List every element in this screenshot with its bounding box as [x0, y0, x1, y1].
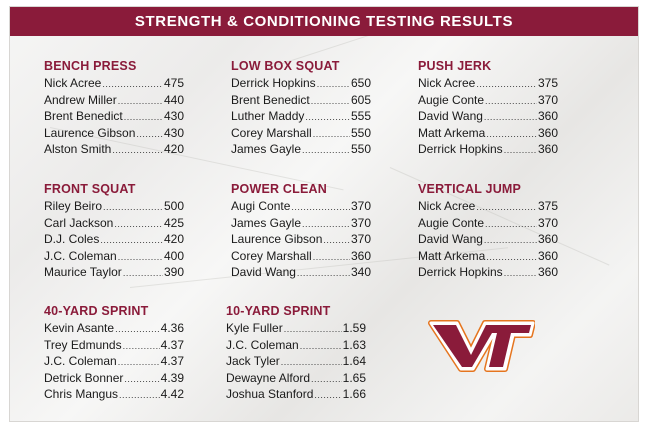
result-row: [418, 249, 558, 266]
leader-dots: [484, 110, 537, 126]
result-value: 370: [350, 232, 371, 246]
result-value: 4.37: [160, 354, 184, 368]
result-value: 4.37: [160, 337, 184, 352]
athlete-name: Brent Benedict: [231, 92, 310, 107]
leader-dots: [118, 250, 163, 266]
athlete-name: Joshua Stanford: [226, 387, 314, 401]
result-row: [231, 126, 371, 143]
leader-dots: [323, 233, 350, 249]
result-value: 375: [537, 199, 558, 213]
athlete-name: Trey Edmunds: [44, 337, 122, 352]
athlete-name: Nick Acree: [418, 199, 476, 213]
athlete-name: Derrick Hopkins: [231, 76, 316, 90]
athlete-name: Augie Conte: [418, 215, 485, 230]
leader-dots: [297, 266, 350, 282]
result-row: [44, 321, 184, 338]
result-row: [418, 109, 558, 126]
result-value: 650: [350, 76, 371, 90]
result-value: 370: [537, 215, 558, 230]
result-value: 500: [163, 199, 184, 213]
section-title: LOW BOX SQUAT: [231, 59, 340, 73]
athlete-name: Alston Smith: [44, 142, 112, 156]
leader-dots: [112, 143, 163, 159]
athlete-name: Brent Benedict: [44, 109, 123, 123]
leader-dots: [305, 110, 350, 126]
athlete-name: Carl Jackson: [44, 215, 114, 230]
athlete-name: David Wang: [231, 265, 296, 279]
leader-dots: [284, 322, 342, 338]
athlete-name: Laurence Gibson: [231, 232, 323, 246]
result-value: 440: [163, 92, 184, 107]
athlete-name: J.C. Coleman: [44, 248, 117, 263]
result-row: [44, 216, 184, 233]
results-card: [10, 7, 638, 421]
athlete-name: Chris Mangus: [44, 387, 119, 401]
leader-dots: [504, 143, 537, 159]
athlete-name: Derrick Hopkins: [418, 265, 503, 279]
leader-dots: [124, 372, 159, 388]
leader-dots: [302, 143, 350, 159]
result-row: [418, 232, 558, 249]
result-row: [44, 387, 184, 404]
result-row: [418, 93, 558, 110]
section-title: PUSH JERK: [418, 59, 492, 73]
section-title: VERTICAL JUMP: [418, 182, 522, 196]
section-10-yard-sprint: [226, 304, 366, 404]
result-value: 475: [163, 76, 184, 90]
athlete-name: J.C. Coleman: [44, 354, 117, 368]
athlete-name: Augi Conte: [231, 199, 291, 213]
result-row: [44, 265, 184, 282]
section-vertical-jump: [418, 182, 558, 282]
athlete-name: David Wang: [418, 109, 483, 123]
result-row: [231, 216, 371, 233]
leader-dots: [100, 233, 163, 249]
leader-dots: [281, 355, 342, 371]
section-front-squat: [44, 182, 184, 282]
leader-dots: [314, 388, 341, 404]
result-row: [44, 199, 184, 216]
result-row: [231, 109, 371, 126]
result-value: 370: [537, 92, 558, 107]
section-title: BENCH PRESS: [44, 59, 137, 73]
leader-dots: [313, 250, 350, 266]
result-row: [44, 371, 184, 388]
athlete-name: Jack Tyler: [226, 354, 280, 368]
result-value: 1.65: [342, 370, 366, 385]
result-row: [226, 387, 366, 404]
athlete-name: James Gayle: [231, 142, 302, 156]
leader-dots: [504, 266, 537, 282]
result-row: [418, 142, 558, 159]
result-row: [418, 76, 558, 93]
result-value: 425: [163, 215, 184, 230]
leader-dots: [123, 339, 160, 355]
result-row: [231, 199, 371, 216]
result-row: [231, 265, 371, 282]
athlete-name: Augie Conte: [418, 92, 485, 107]
leader-dots: [300, 339, 342, 355]
result-row: [226, 321, 366, 338]
leader-dots: [313, 127, 350, 143]
athlete-name: Luther Maddy: [231, 109, 305, 123]
result-row: [226, 371, 366, 388]
athlete-name: Riley Beiro: [44, 199, 103, 213]
result-value: 430: [163, 109, 184, 123]
result-row: [44, 249, 184, 266]
result-row: [418, 265, 558, 282]
leader-dots: [123, 266, 163, 282]
result-row: [44, 93, 184, 110]
leader-dots: [124, 110, 163, 126]
athlete-name: James Gayle: [231, 215, 302, 230]
result-value: 4.36: [160, 321, 184, 335]
athlete-name: Matt Arkema: [418, 248, 486, 263]
result-value: 360: [537, 109, 558, 123]
section-title: 40-YARD SPRINT: [44, 304, 149, 318]
athlete-name: Andrew Miller: [44, 92, 117, 107]
result-row: [418, 216, 558, 233]
athlete-name: Derrick Hopkins: [418, 142, 503, 156]
result-row: [231, 142, 371, 159]
result-value: 550: [350, 125, 371, 140]
section-power-clean: [231, 182, 371, 282]
leader-dots: [486, 250, 537, 266]
athlete-name: Maurice Taylor: [44, 265, 122, 279]
athlete-name: J.C. Coleman: [226, 337, 299, 352]
result-row: [44, 76, 184, 93]
leader-dots: [119, 388, 160, 404]
result-row: [226, 354, 366, 371]
section-title: FRONT SQUAT: [44, 182, 136, 196]
athlete-name: Corey Marshall: [231, 125, 312, 140]
result-value: 1.64: [342, 354, 366, 368]
result-value: 370: [350, 215, 371, 230]
athlete-name: Detrick Bonner: [44, 370, 124, 385]
leader-dots: [118, 94, 163, 110]
result-value: 360: [537, 142, 558, 156]
leader-dots: [136, 127, 163, 143]
result-value: 360: [350, 248, 371, 263]
section-40-yard-sprint: [44, 304, 184, 404]
section-title: 10-YARD SPRINT: [226, 304, 331, 318]
leader-dots: [311, 372, 342, 388]
result-value: 4.39: [160, 370, 184, 385]
result-value: 340: [350, 265, 371, 279]
result-value: 360: [537, 125, 558, 140]
result-value: 430: [163, 125, 184, 140]
page-title: STRENGTH & CONDITIONING TESTING RESULTS: [10, 7, 638, 36]
result-row: [44, 354, 184, 371]
result-row: [231, 76, 371, 93]
athlete-name: Nick Acree: [418, 76, 476, 90]
result-value: 1.66: [342, 387, 366, 401]
leader-dots: [114, 217, 163, 233]
athlete-name: Laurence Gibson: [44, 125, 136, 140]
athlete-name: Kyle Fuller: [226, 321, 283, 335]
result-value: 1.63: [342, 337, 366, 352]
athlete-name: Matt Arkema: [418, 125, 486, 140]
athlete-name: Corey Marshall: [231, 248, 312, 263]
result-row: [44, 338, 184, 355]
result-row: [44, 126, 184, 143]
leader-dots: [476, 200, 537, 216]
result-value: 420: [163, 142, 184, 156]
result-row: [44, 232, 184, 249]
result-value: 390: [163, 265, 184, 279]
result-value: 400: [163, 248, 184, 263]
vt-logo-icon: [427, 317, 535, 375]
result-value: 550: [350, 142, 371, 156]
leader-dots: [484, 233, 537, 249]
section-title: POWER CLEAN: [231, 182, 327, 196]
leader-dots: [118, 355, 160, 371]
result-value: 360: [537, 265, 558, 279]
section-low-box-squat: [231, 59, 371, 159]
result-row: [44, 142, 184, 159]
result-row: [226, 338, 366, 355]
result-value: 370: [350, 199, 371, 213]
result-row: [231, 232, 371, 249]
result-row: [231, 93, 371, 110]
leader-dots: [486, 127, 537, 143]
athlete-name: Dewayne Alford: [226, 370, 311, 385]
result-value: 360: [537, 232, 558, 246]
result-row: [418, 199, 558, 216]
leader-dots: [317, 77, 350, 93]
result-row: [44, 109, 184, 126]
result-row: [418, 126, 558, 143]
athlete-name: D.J. Coles: [44, 232, 100, 246]
result-value: 1.59: [342, 321, 366, 335]
athlete-name: David Wang: [418, 232, 483, 246]
leader-dots: [485, 94, 537, 110]
athlete-name: Kevin Asante: [44, 321, 115, 335]
section-bench-press: [44, 59, 184, 159]
leader-dots: [102, 77, 163, 93]
section-push-jerk: [418, 59, 558, 159]
result-value: 4.42: [160, 387, 184, 401]
result-value: 375: [537, 76, 558, 90]
athlete-name: Nick Acree: [44, 76, 102, 90]
result-row: [231, 249, 371, 266]
leader-dots: [302, 217, 350, 233]
result-value: 420: [163, 232, 184, 246]
leader-dots: [115, 322, 160, 338]
leader-dots: [485, 217, 537, 233]
leader-dots: [103, 200, 163, 216]
leader-dots: [311, 94, 350, 110]
result-value: 605: [350, 92, 371, 107]
leader-dots: [476, 77, 537, 93]
result-value: 360: [537, 248, 558, 263]
result-value: 555: [350, 109, 371, 123]
leader-dots: [291, 200, 350, 216]
